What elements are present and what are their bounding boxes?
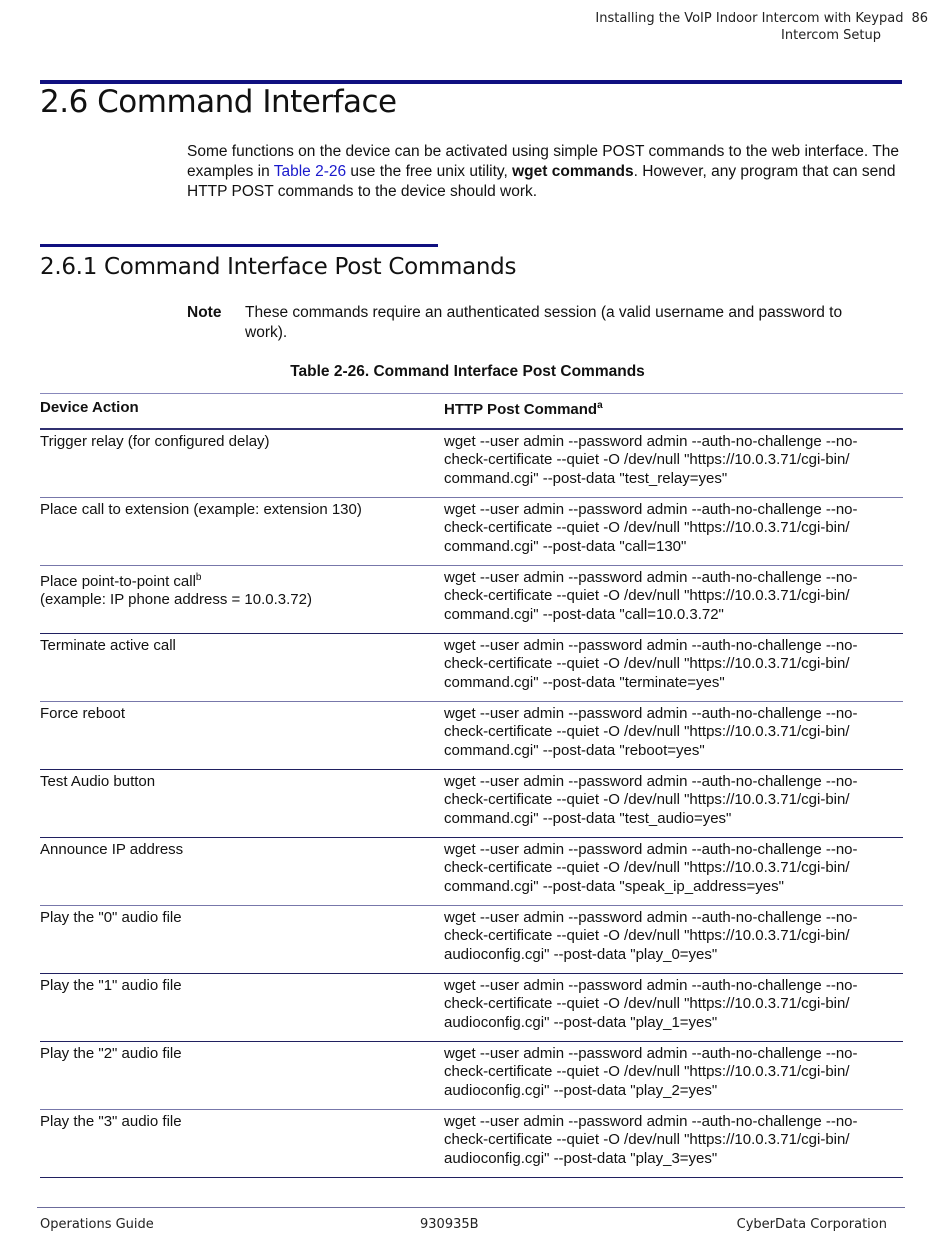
subsection-rule [40,244,438,247]
http-command-text: check-certificate --quiet -O /dev/null "https://10.0.3.71/cgi-bin/ [444,723,850,740]
http-command-text: command.cgi" --post-data "call=130" [444,537,687,555]
http-command-text: check-certificate --quiet -O /dev/null "https://10.0.3.71/cgi-bin/ [444,451,850,468]
http-command-text: command.cgi" --post-data "terminate=yes" [444,673,725,691]
table-row [40,497,903,565]
table-row [40,837,903,905]
http-command-text: check-certificate --quiet -O /dev/null "https://10.0.3.71/cgi-bin/ [444,655,850,672]
table-row [40,565,903,633]
section-title: 2.6 Command Interface [40,84,397,120]
http-command-text: wget --user admin --password admin --auth-no-challenge --no- [444,976,858,994]
table-header-row [40,394,903,429]
device-action-text: Force reboot [40,704,126,722]
table-row [40,1109,903,1177]
device-action-text: Play the "2" audio file [40,1044,182,1062]
http-command-text: wget --user admin --password admin --auth-no-challenge --no- [444,568,858,586]
header-http-post-command [444,394,903,429]
note [187,303,887,343]
header-title: Installing the VoIP Indoor Intercom with Keypad [595,11,904,26]
footnote-marker: a [597,400,603,411]
http-command-text: audioconfig.cgi" --post-data "play_2=yes" [444,1081,718,1099]
http-command-text: check-certificate --quiet -O /dev/null "https://10.0.3.71/cgi-bin/ [444,791,850,808]
http-command-text: command.cgi" --post-data "reboot=yes" [444,741,705,759]
http-command-text: wget --user admin --password admin --auth-no-challenge --no- [444,704,858,722]
http-command-text: check-certificate --quiet -O /dev/null "https://10.0.3.71/cgi-bin/ [444,1063,850,1080]
device-action-cell [40,633,444,701]
device-action-cell [40,701,444,769]
device-action-text: Terminate active call [40,636,176,654]
device-action-text: Test Audio button [40,772,156,790]
http-command-text: check-certificate --quiet -O /dev/null "https://10.0.3.71/cgi-bin/ [444,587,850,604]
device-action-cell [40,429,444,498]
device-action-text: Place point-to-point call [40,572,196,590]
device-action-text: Play the "1" audio file [40,976,182,994]
device-action-text: Place call to extension (example: extension 130) [40,500,362,518]
device-action-text: Announce IP address [40,840,184,858]
http-command-text: wget --user admin --password admin --auth-no-challenge --no- [444,1112,858,1130]
intro-bold: wget commands [512,163,634,180]
http-command-cell [444,633,903,701]
http-command-cell [444,1041,903,1109]
note-text: These commands require an authenticated session (a valid username and password to work). [245,304,843,341]
http-command-cell [444,701,903,769]
http-command-cell [444,429,903,498]
http-command-cell [444,1109,903,1177]
http-command-text: wget --user admin --password admin --auth-no-challenge --no- [444,1044,858,1062]
http-command-cell [444,565,903,633]
device-action-text: Play the "0" audio file [40,908,182,926]
http-command-text: wget --user admin --password admin --auth-no-challenge --no- [444,432,858,450]
http-command-text: wget --user admin --password admin --auth-no-challenge --no- [444,840,858,858]
intro-text: . However, any program that can send HTTP POST commands to the device should work. [187,163,896,200]
table-row [40,633,903,701]
http-command-cell [444,497,903,565]
footer-right: CyberData Corporation [736,1217,887,1232]
http-command-text: check-certificate --quiet -O /dev/null "https://10.0.3.71/cgi-bin/ [444,519,850,536]
http-command-cell [444,973,903,1041]
footer-left: Operations Guide [40,1217,154,1232]
intro-text: use the free unix utility, [346,163,513,180]
http-command-text: command.cgi" --post-data "test_relay=yes" [444,469,728,487]
header-label: HTTP Post Command [444,401,598,418]
http-command-cell [444,837,903,905]
footnote-marker: b [195,571,202,583]
header-label: Device Action [40,399,139,416]
table-caption: Table 2-26. Command Interface Post Commands [290,363,645,380]
http-command-text: audioconfig.cgi" --post-data "play_3=yes" [444,1149,718,1167]
page-number: 86 [911,11,928,26]
http-command-text: wget --user admin --password admin --auth-no-challenge --no- [444,772,858,790]
device-action-cell [40,905,444,973]
footer-rule [37,1207,905,1208]
http-command-cell [444,769,903,837]
device-action-cell [40,497,444,565]
device-action-text: Trigger relay (for configured delay) [40,432,270,450]
http-command-text: command.cgi" --post-data "test_audio=yes" [444,809,732,827]
http-command-text: check-certificate --quiet -O /dev/null "https://10.0.3.71/cgi-bin/ [444,1131,850,1148]
table-row [40,769,903,837]
http-command-text: command.cgi" --post-data "speak_ip_address=yes" [444,877,784,895]
table-row [40,701,903,769]
http-command-text: command.cgi" --post-data "call=10.0.3.72" [444,605,724,623]
http-command-text: check-certificate --quiet -O /dev/null "https://10.0.3.71/cgi-bin/ [444,927,850,944]
http-command-text: wget --user admin --password admin --auth-no-challenge --no- [444,500,858,518]
footer-center: 930935B [420,1217,479,1232]
device-action-cell [40,1041,444,1109]
http-command-text: wget --user admin --password admin --auth-no-challenge --no- [444,908,858,926]
device-action-text: Play the "3" audio file [40,1112,182,1130]
http-command-text: check-certificate --quiet -O /dev/null "https://10.0.3.71/cgi-bin/ [444,995,850,1012]
intro-text: Some functions on the device can be activated using simple POST commands to the web interface. The examples in [187,143,899,180]
commands-table [40,393,903,1178]
table-row [40,905,903,973]
http-command-text: check-certificate --quiet -O /dev/null "https://10.0.3.71/cgi-bin/ [444,859,850,876]
header-subtitle: Intercom Setup [781,28,881,43]
device-action-cell [40,1109,444,1177]
intro-paragraph [187,142,907,202]
http-command-text: wget --user admin --password admin --auth-no-challenge --no- [444,636,858,654]
device-action-cell [40,837,444,905]
device-action-text: (example: IP phone address = 10.0.3.72) [40,591,312,608]
note-label: Note [187,304,222,321]
device-action-cell [40,565,444,633]
http-command-cell [444,905,903,973]
http-command-text: audioconfig.cgi" --post-data "play_1=yes" [444,1013,718,1031]
header-device-action [40,394,444,429]
table-row [40,973,903,1041]
http-command-text: audioconfig.cgi" --post-data "play_0=yes" [444,945,718,963]
device-action-cell [40,973,444,1041]
table-row [40,429,903,498]
table-row [40,1041,903,1109]
device-action-cell [40,769,444,837]
subsection-title: 2.6.1 Command Interface Post Commands [40,254,517,280]
table-link[interactable]: Table 2-26 [273,163,347,180]
running-header [595,10,928,44]
